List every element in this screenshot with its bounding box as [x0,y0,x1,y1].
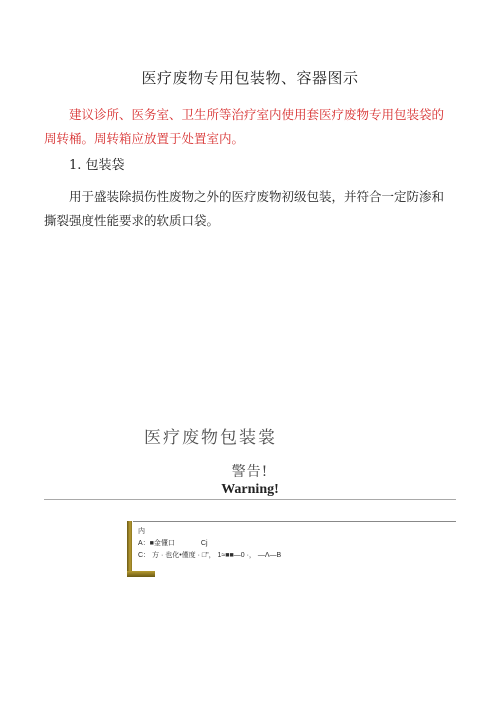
section-heading [69,154,125,173]
warning-english: Warning! [221,482,279,497]
label-line-2-b: Cj [200,540,208,547]
warning-chinese: 警告! [231,464,269,480]
section-heading-text: 包装袋 [85,158,125,173]
section-body-paragraph: 用于盛装除损伤性废物之外的医疗废物初级包装，并符合一定防渗和撕裂强度性能要求的软质口袋。 [44,189,445,228]
document-title: 医疗废物专用包装物、容器图示 [141,69,359,87]
horizontal-divider [44,499,456,500]
label-frame-left-edge [127,521,132,577]
label-top-rule [133,521,456,522]
label-frame-bottom-edge [127,571,155,577]
label-line-3: C： 方 · 也化•僅度 · □"， 1≈■■—0 ·， —Λ—B [138,552,282,559]
label-image-fragment [127,521,456,577]
notice-paragraph: 建议诊所、医务室、卫生所等治疗室内使用套医疗废物专用包装袋的周转桶。周转箱应放置于处置室内。 [44,107,445,146]
section-number: 1. [69,158,82,173]
label-line-2-a: A：■金懂口 [138,540,175,547]
label-line-2 [138,538,208,548]
label-line-1: 内 [138,528,145,535]
bag-label-text: 医疗废物包装裳 [144,428,277,448]
